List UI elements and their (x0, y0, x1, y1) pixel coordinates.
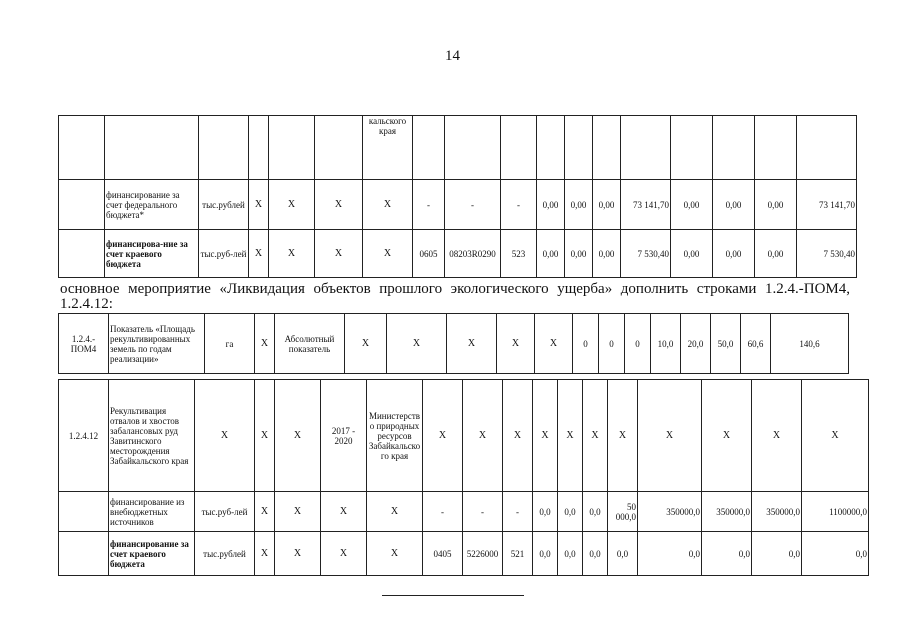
cell: 0,00 (537, 230, 565, 278)
cell: 0,0 (583, 492, 608, 532)
cell: 20,0 (681, 314, 711, 374)
cell: Х (275, 532, 321, 576)
cell: 0,0 (702, 532, 752, 576)
cell: 350000,0 (752, 492, 802, 532)
cell: 521 (503, 532, 533, 576)
cell: Х (558, 380, 583, 492)
row-name: финансирование за счет федерального бюджета* (105, 180, 199, 230)
cell: Х (363, 230, 413, 278)
cell: Х (535, 314, 573, 374)
cell: 0,00 (593, 180, 621, 230)
activity-code: 1.2.4.12 (59, 380, 109, 492)
activity-executor: Министерство природных ресурсов Забайкальского края (367, 380, 423, 492)
cell: Х (503, 380, 533, 492)
cell: Х (269, 180, 315, 230)
row-name: финансирование за счет краевого бюджета (109, 532, 195, 576)
table-row (59, 492, 869, 532)
cell: 0 (625, 314, 651, 374)
cell: 350000,0 (638, 492, 702, 532)
cell: 0,0 (533, 492, 558, 532)
cell: - (503, 492, 533, 532)
cell: 0,00 (671, 230, 713, 278)
cell: Х (255, 380, 275, 492)
activity-row (59, 380, 869, 492)
department-cell: кальского края (363, 116, 413, 180)
cell: Х (387, 314, 447, 374)
cell: 60,6 (741, 314, 771, 374)
cell: 140,6 (771, 314, 849, 374)
financing-table-top (58, 115, 857, 278)
cell: Х (497, 314, 535, 374)
cell: 7 530,40 (621, 230, 671, 278)
row-name: финансирование из внебюджетных источников (109, 492, 195, 532)
row-unit: тыс.рублей (195, 532, 255, 576)
cell: 0,00 (565, 180, 593, 230)
activity-period: 2017 - 2020 (321, 380, 367, 492)
indicator-row (59, 314, 849, 374)
cell: 10,0 (651, 314, 681, 374)
cell: Х (315, 230, 363, 278)
cell: Х (275, 380, 321, 492)
cell: 50,0 (711, 314, 741, 374)
cell: - (413, 180, 445, 230)
indicator-unit: га (205, 314, 255, 374)
cell: 0605 (413, 230, 445, 278)
row-name: финансирова-ние за счет краевого бюджета (105, 230, 199, 278)
cell: 0,00 (593, 230, 621, 278)
cell: Х (249, 180, 269, 230)
cell: 0,00 (565, 230, 593, 278)
row-unit: тыс.руб-лей (199, 230, 249, 278)
row-unit: тыс.руб-лей (195, 492, 255, 532)
cell: 08203R0290 (445, 230, 501, 278)
indicator-kind: Абсолютный показатель (275, 314, 345, 374)
cell: 0,00 (755, 180, 797, 230)
cell: Х (802, 380, 869, 492)
cell: Х (321, 492, 367, 532)
cell: 0,0 (638, 532, 702, 576)
cell: Х (447, 314, 497, 374)
cell: Х (533, 380, 558, 492)
cell: 350000,0 (702, 492, 752, 532)
cell: Х (583, 380, 608, 492)
indicator-code: 1.2.4.-ПОМ4 (59, 314, 109, 374)
cell: Х (269, 230, 315, 278)
cell: 50 000,0 (608, 492, 638, 532)
cell: Х (345, 314, 387, 374)
cell: 0 (599, 314, 625, 374)
cell: 0,00 (671, 180, 713, 230)
cell: 0405 (423, 532, 463, 576)
table-row (59, 230, 857, 278)
cell: Х (315, 180, 363, 230)
activity-table (58, 379, 869, 576)
row-unit: тыс.рублей (199, 180, 249, 230)
footer-rule (382, 595, 524, 596)
cell: 0,00 (713, 230, 755, 278)
page-number: 14 (445, 48, 460, 64)
cell: 7 530,40 (797, 230, 857, 278)
cell: Х (255, 532, 275, 576)
cell: Х (321, 532, 367, 576)
activity-name: Рекультивация отвалов и хвостов забалансовых руд Завитинского месторождения Забайкальского края (109, 380, 195, 492)
amendment-paragraph: основное мероприятие «Ликвидация объектов прошлого экологического ущерба» дополнить строками 1.2.4.-ПОМ4, 1.2.4.12: (60, 281, 850, 312)
cell: Х (423, 380, 463, 492)
cell: Х (255, 314, 275, 374)
cell: Х (367, 492, 423, 532)
cell: 73 141,70 (621, 180, 671, 230)
cell: 0,00 (537, 180, 565, 230)
indicator-table (58, 313, 849, 374)
cell: 73 141,70 (797, 180, 857, 230)
cell: 523 (501, 230, 537, 278)
cell: - (501, 180, 537, 230)
cell: Х (638, 380, 702, 492)
table-row (59, 532, 869, 576)
cell: 0 (573, 314, 599, 374)
cell: Х (702, 380, 752, 492)
cell: - (423, 492, 463, 532)
cell: Х (275, 492, 321, 532)
cell: Х (195, 380, 255, 492)
cell: Х (367, 532, 423, 576)
indicator-name: Показатель «Площадь рекультивированных земель по годам реализации» (109, 314, 205, 374)
cell: 0,0 (752, 532, 802, 576)
cell: Х (363, 180, 413, 230)
cell: 0,0 (558, 492, 583, 532)
cell: 0,0 (558, 532, 583, 576)
cell: Х (249, 230, 269, 278)
cell: 0,0 (583, 532, 608, 576)
cell: Х (463, 380, 503, 492)
cell: Х (608, 380, 638, 492)
cell: 0,00 (755, 230, 797, 278)
table-row (59, 180, 857, 230)
cell: 0,0 (802, 532, 869, 576)
cell: 0,0 (533, 532, 558, 576)
cell: Х (255, 492, 275, 532)
cell: - (463, 492, 503, 532)
cell: 1100000,0 (802, 492, 869, 532)
cell: 0,0 (608, 532, 638, 576)
cell: 0,00 (713, 180, 755, 230)
cell: - (445, 180, 501, 230)
cell: Х (752, 380, 802, 492)
cell: 5226000 (463, 532, 503, 576)
